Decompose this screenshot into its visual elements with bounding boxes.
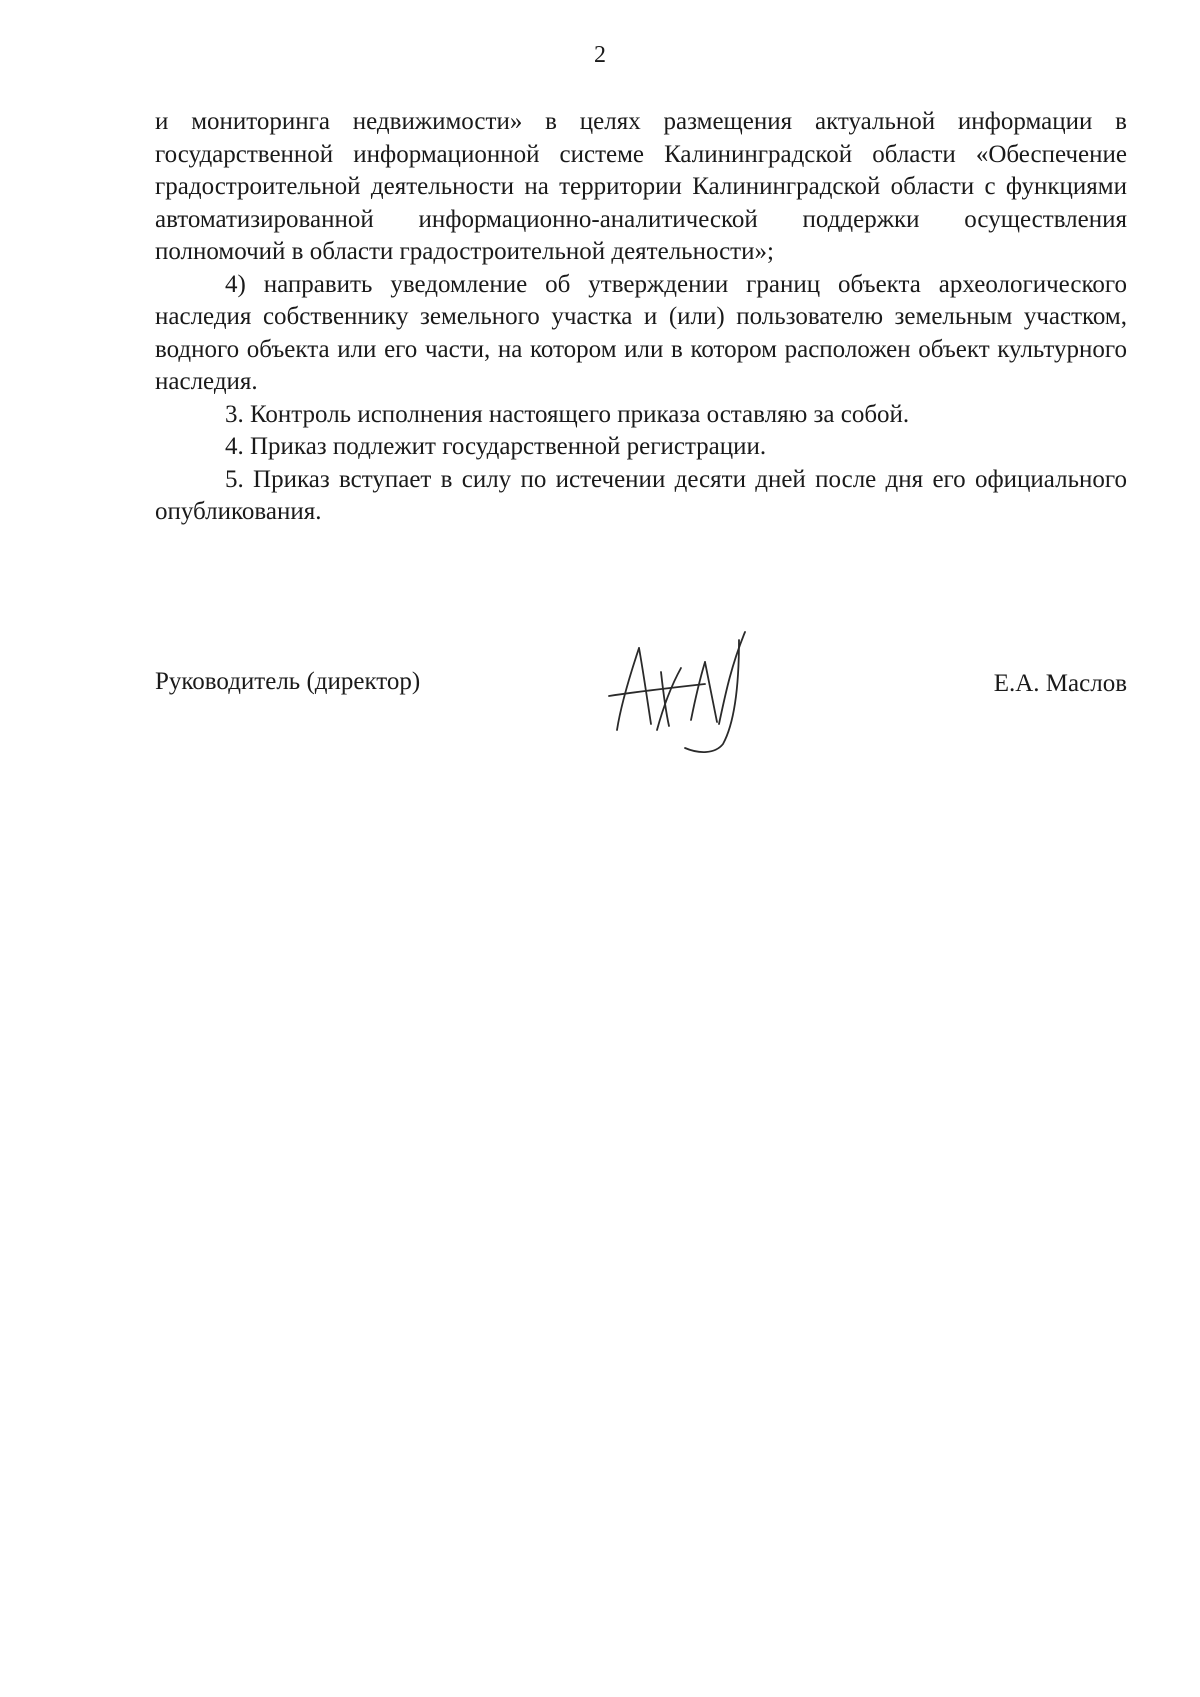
paragraph-notification: 4) направить уведомление об утверждении границ объекта археологического наследия собственнику земельного участка и (или) пользователю земельным участком, водного объекта или его части, на котором или в котором расположен объект культурного наследия. [155, 270, 1127, 395]
paragraph-entry-into-force: 5. Приказ вступает в силу по истечении десяти дней после дня его официального опубликования. [155, 465, 1127, 525]
signature-block [155, 640, 1127, 760]
document-body [155, 106, 1127, 529]
handwritten-signature [595, 612, 775, 762]
signer-title: Руководитель (директор) [155, 668, 421, 695]
page-number: 2 [594, 42, 606, 68]
paragraph-registration: 4. Приказ подлежит государственной регистрации. [225, 433, 767, 460]
paragraph-control: 3. Контроль исполнения настоящего приказа оставляю за собой. [225, 400, 910, 428]
paragraph-gis-placement: и мониторинга недвижимости» в целях размещения актуальной информации в государственной информационной системе Калининградской области «Обеспечение градостроительной деятельности на территории Калининградской области с функциями автоматизированной информационно-аналитической поддержки осуществления полномочий в области градостроительной деятельности»; [155, 108, 1127, 265]
signer-name: Е.А. Маслов [993, 670, 1127, 697]
